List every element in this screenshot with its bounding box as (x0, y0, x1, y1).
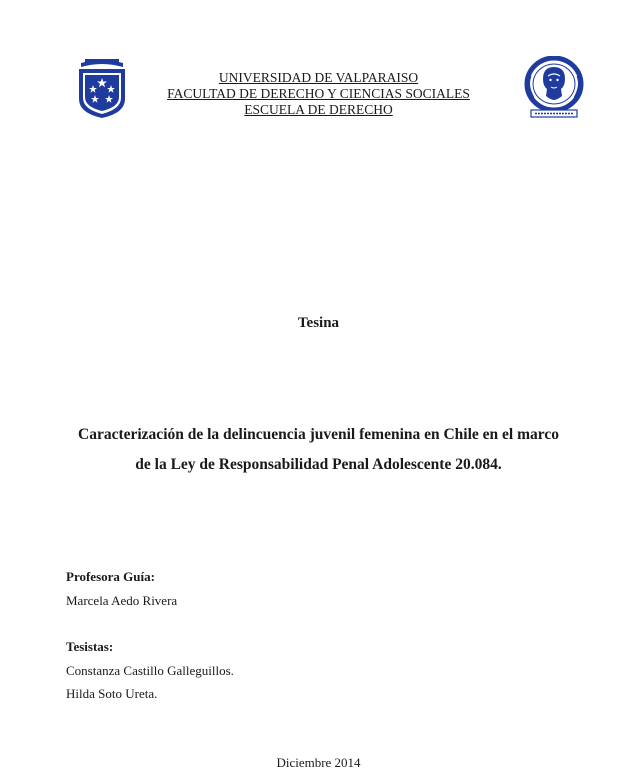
university-header (140, 70, 497, 118)
university-name: UNIVERSIDAD DE VALPARAISO (218, 70, 419, 85)
school-name: ESCUELA DE DERECHO (244, 102, 393, 117)
advisor-label: Profesora Guía: (66, 569, 155, 584)
thesis-title-line-2: de la Ley de Responsabilidad Penal Adolescente 20.084. (135, 456, 502, 473)
submission-date: Diciembre 2014 (276, 755, 361, 770)
author-name: Hilda Soto Ureta. (66, 686, 158, 701)
university-shield-with-stars-icon (75, 57, 129, 119)
university-seal-logo (521, 56, 587, 120)
thesis-title-line-1: Caracterización de la delincuencia juvenil femenina en Chile en el marco (78, 426, 559, 443)
author-name: Constanza Castillo Galleguillos. (66, 663, 234, 678)
university-shield-logo (75, 57, 129, 119)
advisor-name: Marcela Aedo Rivera (66, 593, 178, 608)
university-seal-with-head-icon (521, 56, 587, 120)
authors-label: Tesistas: (66, 639, 114, 654)
document-type: Tesina (297, 315, 340, 331)
thesis-title (0, 420, 637, 480)
faculty-name: FACULTAD DE DERECHO Y CIENCIAS SOCIALES (167, 86, 470, 101)
